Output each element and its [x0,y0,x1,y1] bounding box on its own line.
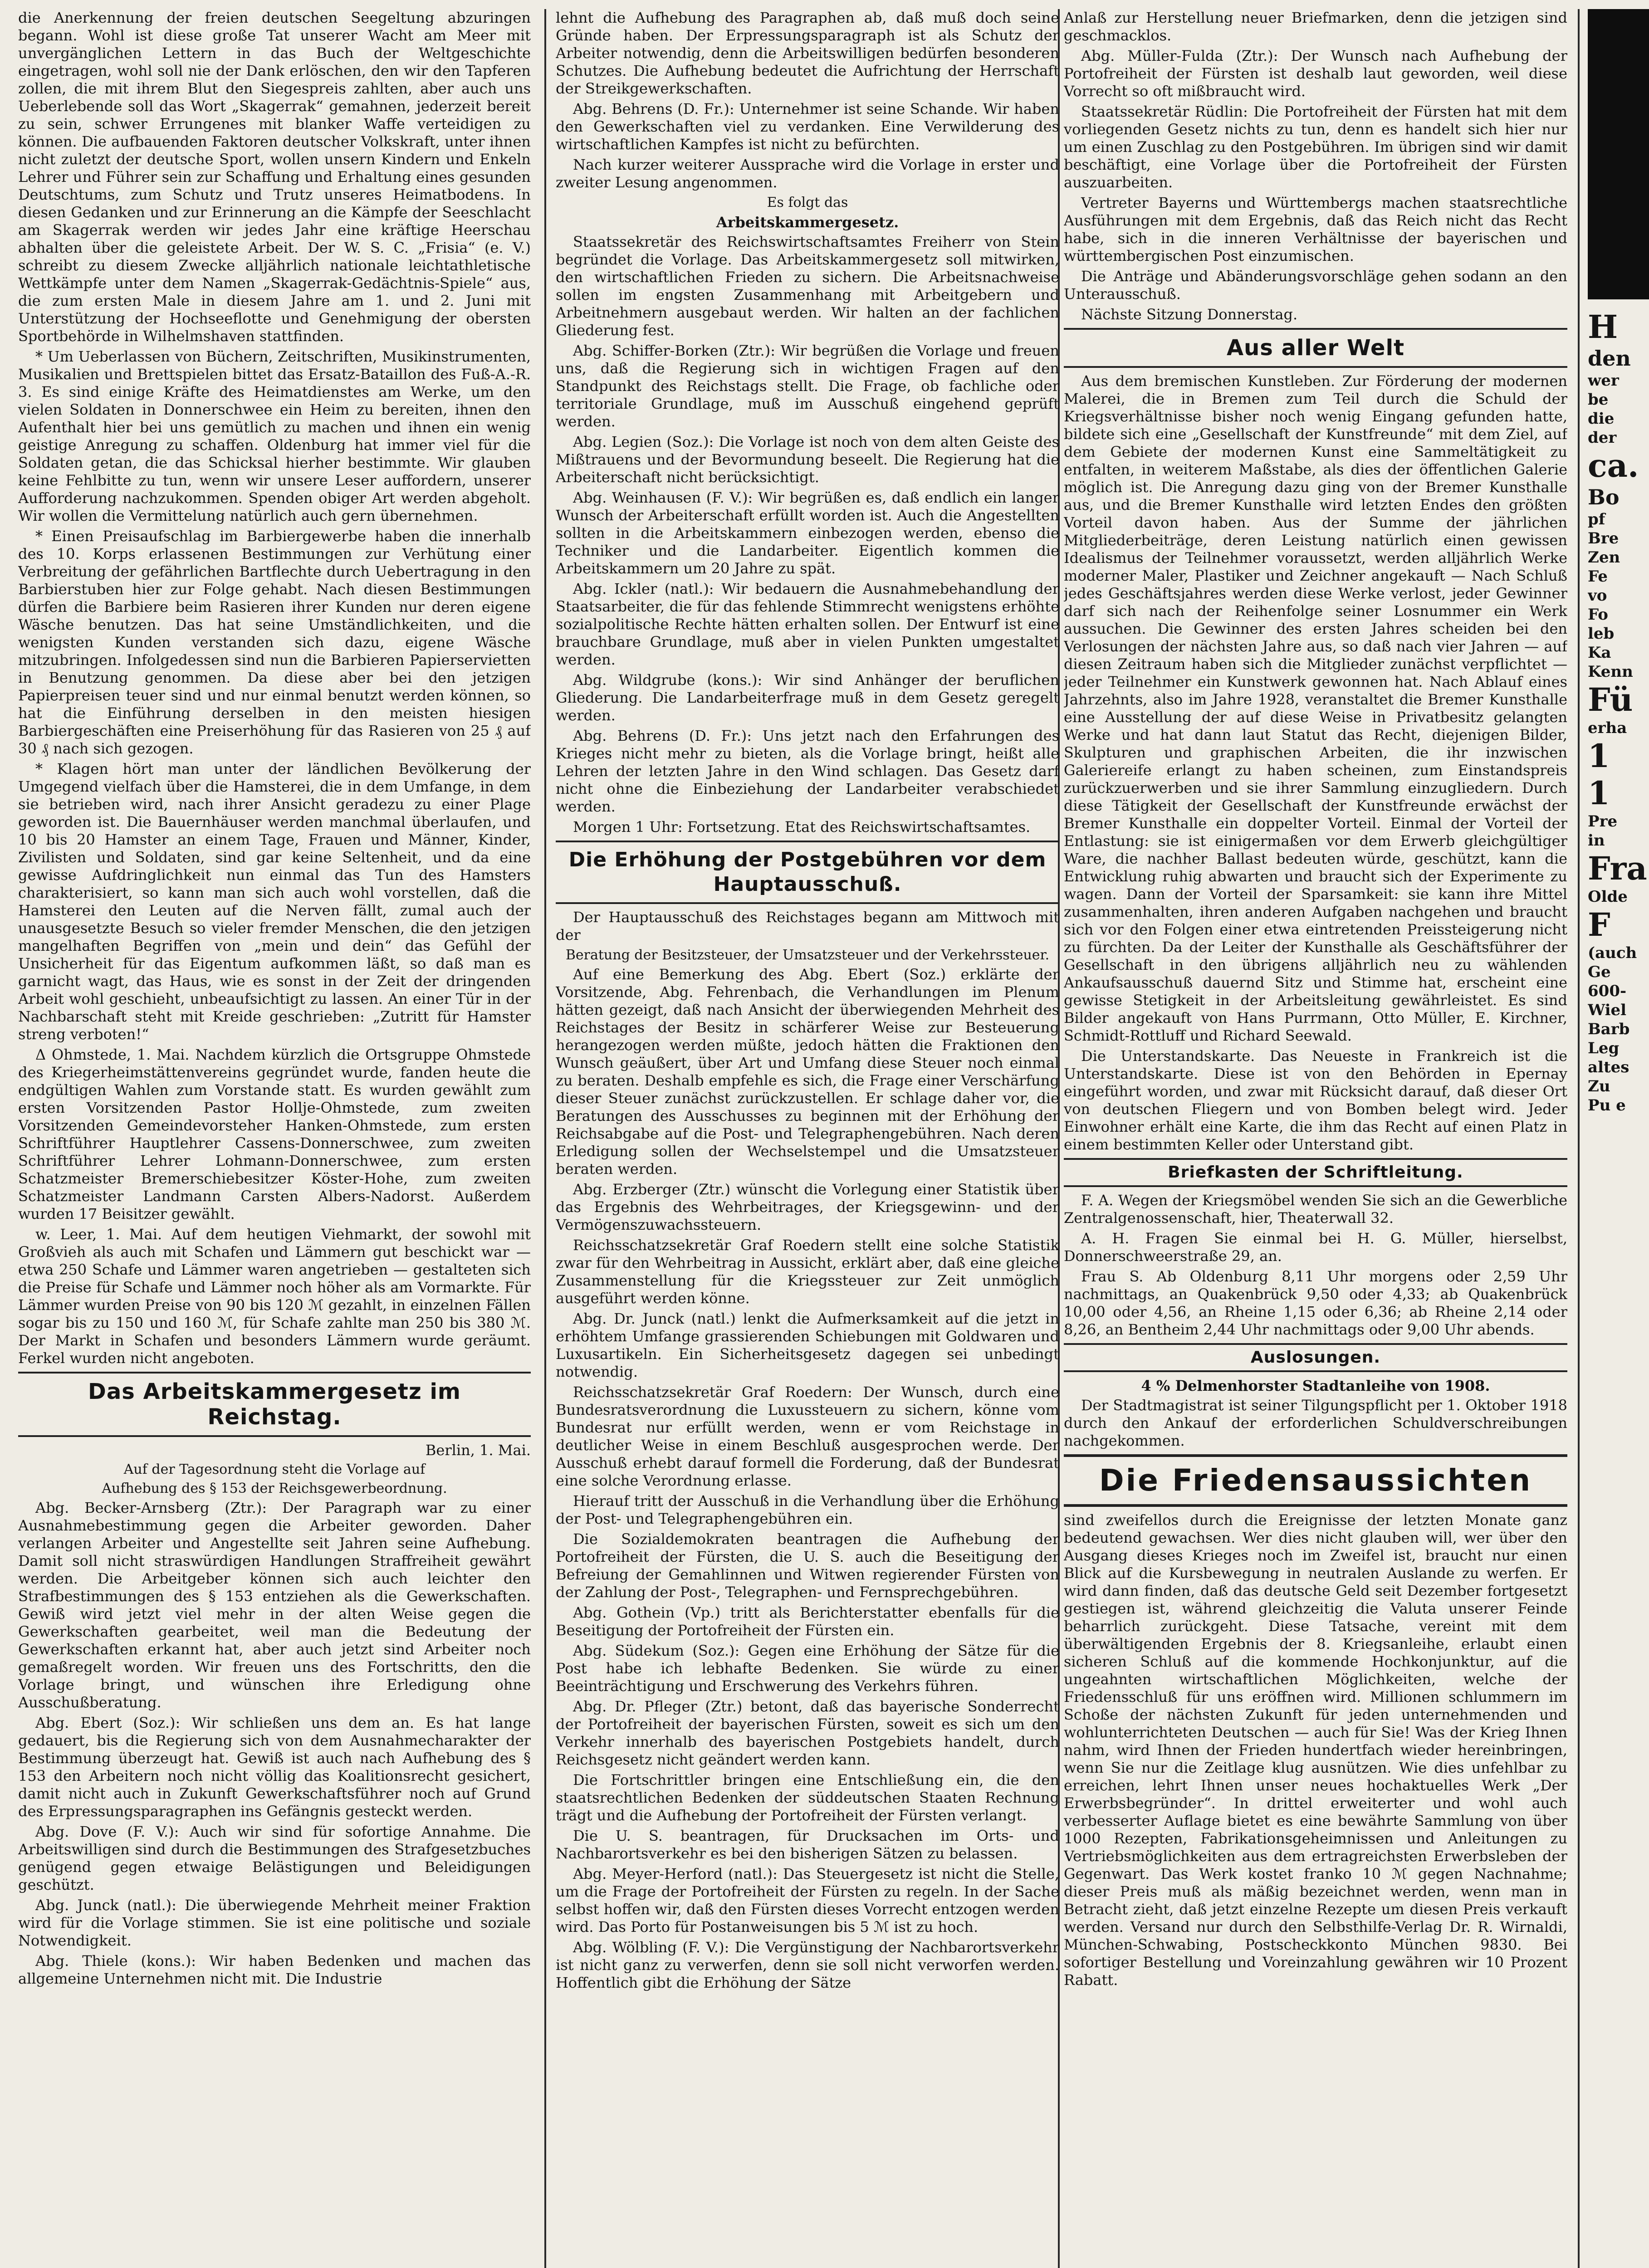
article-paragraph: Abg. Weinhausen (F. V.): Wir begrüßen es, daß endlich ein langer Wunsch der Arbeiterschaft erfüllt worden ist. Auch die Angestellten sollten in die Arbeitskammern einbezogen werden, ebenso die Techniker und die Landarbeiter. Eigentlich kommen die Arbeitskammern um 20 Jahre zu spät. [556,489,1059,577]
cropped-text: wer [1588,371,1619,390]
article-paragraph: Abg. Südekum (Soz.): Gegen eine Erhöhung der Sätze für die Post habe ich lebhafte Bedenken. Sie würde zu einer Beeinträchtigung und Erschwerung des Verkehrs führen. [556,1642,1059,1695]
column-2 [556,9,1059,2268]
cropped-text: (auch [1588,944,1637,962]
article-paragraph: * Um Ueberlassen von Büchern, Zeitschriften, Musikinstrumenten, Musikalien und Brettspielen bittet das Ersatz-Bataillon des Fuß-A.-R. 3. Es sind einige Kräfte des Heimatdienstes am Werke, um den vielen Soldaten in Donnerschwee ein Heim zu bereiten, ihnen den Aufenthalt hier bei uns gemütlich zu machen und ihnen ein wenig geistige Anregung zu schaffen. Oldenburg hat immer viel für die Soldaten getan, die das Schicksal hierher bestimmte. Wir glauben keine Fehlbitte zu tun, wenn wir unsere Leser auffordern, unserer Aufforderung nachzukommen. Spenden obiger Art werden abgeholt. Wir wollen die Vermittelung natürlich auch gern übernehmen. [18,348,531,524]
article-paragraph: Morgen 1 Uhr: Fortsetzung. Etat des Reichswirtschaftsamtes. [573,818,1031,836]
article-paragraph: Reichsschatzsekretär Graf Roedern: Der Wunsch, durch eine Bundesratsverordnung die Luxussteuern zu sichern, könne vom Bundesrat nur erfüllt werden, wenn er vom Reichstage in deutlicher Weise in einem Beschluß ausgesprochen werde. Der Ausschuß erhebt darauf formell die Forderung, daß der Bundesrat eine solche Verordnung erlasse. [556,1383,1059,1489]
cropped-text: vo [1588,587,1607,605]
article-paragraph: * Klagen hört man unter der ländlichen Bevölkerung der Umgegend vielfach über die Hamsterei, die in dem Umfange, in dem sie betrieben wird, nach ihrer Ansicht geradezu zu einer Plage geworden ist. Die Bauernhäuser werden manchmal überlaufen, und 10 bis 20 Hamster an einem Tage, Frauen und Männer, Kinder, Zivilisten und Soldaten, sind gar keine Seltenheit, und da eine gewisse Aufdringlichkeit nun einmal das Tun des Hamsters charakterisiert, so kann man sich auch wohl vorstellen, daß die Hamsterei den Leuten auf die Nerven fällt, zumal auch der unausgesetzte Besuch so vieler fremder Menschen, die den jetzigen mangelhaften Begriffen von „mein und dein“ das Gefühl der Unsicherheit für das Eigentum aufkommen läßt, so daß man es garnicht wagt, das Haus, wie es sonst in der Zeit der dringenden Arbeit wohl geschieht, unbeaufsichtigt zu lassen. An einer Tür in der Nachbarschaft steht mit Kreide geschrieben: „Zutritt für Hamster streng verboten!“ [18,760,531,1043]
article-paragraph: Hierauf tritt der Ausschuß in die Verhandlung über die Erhöhung der Post- und Telegraphengebühren ein. [556,1492,1059,1527]
article-paragraph: Abg. Becker-Arnsberg (Ztr.): Der Paragraph war zu einer Ausnahmebestimmung gegen die Arbeiter geworden. Daher verlangen Arbeiter und Angestellte seit Jahren seine Aufhebung. Damit soll nicht straswürdigen Handlungen Straffreiheit gewährt werden. Die Arbeitgeber können sich auch leichter den Strafbestimmungen des § 153 entziehen als die Gewerkschaften. Gewiß wird jetzt viel mehr in der alten Weise gegen die Gewerkschaften gearbeitet, weil man die Bedeutung der Gewerkschaften erkannt hat, aber auch jetzt sind Arbeiter noch gemaßregelt worden. Wir freuen uns des Fortschritts, den die Vorlage bringt, und wünschen ihre Erledigung ohne Ausschußberatung. [18,1499,531,1711]
column-rule [1578,9,1580,2268]
column-3 [1064,9,1567,2268]
article-paragraph: Die Fortschrittler bringen eine Entschließung ein, die den staatsrechtlichen Bedenken der süddeutschen Staaten Rechnung trägt und die Aufhebung der Portofreiheit der Fürsten verlangt. [556,1771,1059,1824]
column-1 [18,9,531,2268]
cropped-text: erha [1588,719,1627,737]
cropped-text: Olde [1588,888,1628,906]
dateline: Berlin, 1. Mai. [425,1442,531,1459]
article-paragraph: Die Unterstandskarte. Das Neueste in Frankreich ist die Unterstandskarte. Diese ist von den Behörden in Epernay eingeführt worden, und zwar mit Rücksicht darauf, daß dieser Ort von deutschen Fliegern und von Bomben belegt wird. Jeder Einwohner erhält eine Karte, die ihm das Recht auf einen Platz in einem bestimmten Keller oder Unterstand gibt. [1064,1047,1567,1153]
article-paragraph: Abg. Dr. Junck (natl.) lenkt die Aufmerksamkeit auf die jetzt in erhöhtem Umfange grassierenden Schiebungen mit Goldwaren und Luxusartikeln. Ein Sicherheitsgesetz dagegen sei unbedingt notwendig. [556,1310,1059,1380]
article-headline: Die Erhöhung der Postgebühren vor dem Hauptausschuß. [556,841,1059,904]
section-headline: Briefkasten der Schriftleitung. [1064,1158,1567,1187]
article-paragraph: Aus dem bremischen Kunstleben. Zur Förderung der modernen Malerei, die in Bremen zum Teil durch die Schuld der Kriegsverhältnisse bisher noch wenig Eingang gefunden hatte, bildete sich eine „Gesellschaft der Kunstfreunde“ mit dem Ziel, auf dem Gebiete der modernen Kunst eine Sammeltätigkeit zu entfalten, in weiterem Maßstabe, als dies der öffentlichen Galerie möglich ist. Die Anregung dazu ging von der Bremer Kunsthalle aus, und die Bremer Kunsthalle wird letzten Endes den größten Vorteil davon haben. Aus der Summe der jährlichen Mitgliederbeiträge, deren Leistung natürlich einen gewissen Idealismus der Teilnehmer voraussetzt, werden alljährlich Werke moderner Maler, Plastiker und Zeichner angekauft — Nach Schluß jedes Geschäftsjahres werden diese Werke verlost, jeder Gewinner darf sich nach der Reihenfolge seiner Losnummer ein Werk aussuchen. Die Gewinner des ersten Jahres scheiden bei den Verlosungen der nächsten Jahre aus, so daß nach vier Jahren — auf diesen Zeitraum haben sich die Mitglieder zunächst verpflichtet — jeder Teilnehmer ein Kunstwerk gewonnen hat. Nach Ablauf eines Jahrzehnts, also im Jahre 1928, veranstaltet die Bremer Kunsthalle eine Ausstellung der auf diese Weise in Privatbesitz gelangten Werke und hat dann laut Statut das Recht, diejenigen Bilder, Skulpturen und graphischen Arbeiten, die ihr inzwischen Galeriereife erlangt zu haben scheinen, zum Einstandspreis zurückzuerwerben und sie ihrer Sammlung einzugliedern. Durch diese Tätigkeit der Gesellschaft der Kunstfreunde erwächst der Bremer Kunsthalle ein doppelter Vorteil. Einmal der Vorteil der Entlastung: sie ist einigermaßen vor dem Erwerb gleichgültiger Ware, die nachher Ballast bedeuten würde, geschützt, kann die Entwicklung ruhig abwarten und braucht sich der Experimente zu wagen. Dann der Vorteil der Sparsamkeit: sie kann ihre Mittel zusammenhalten, ihren anderen Aufgaben nachgehen und braucht sich vor den Folgen einer etwa eintretenden Preissteigerung nicht zu fürchten. Da der Leiter der Kunsthalle als Geschäftsführer der Gesellschaft in den übrigens alljährlich neu zu wählenden Ankaufsausschuß dauernd Sitz und Stimme hat, erscheint eine gewisse Stetigkeit in der Arbeitsleitung gewährleistet. Es sind Bilder angekauft von Hans Purrmann, Otto Müller, E. Kirchner, Schmidt-Rottluff und Richard Seewald. [1064,372,1567,1044]
section-headline: Aus aller Welt [1064,328,1567,368]
cropped-text: H [1588,308,1618,346]
cropped-text: Fo [1588,606,1608,624]
article-paragraph: Auf eine Bemerkung des Abg. Ebert (Soz.) erklärte der Vorsitzende, Abg. Fehrenbach, die Verhandlungen im Plenum hätten gezeigt, daß nach Ansicht der überwiegenden Mehrheit des Reichstages der Besitz in schärferer Weise zur Besteuerung herangezogen werden müßte, jedoch hätten die Fraktionen den Wunsch geäußert, über Art und Umfang diese Steuer noch einmal zu beraten. Deshalb empfehle es sich, die Frage einer Verschärfung dieser Steuer zunächst zurückzustellen. Er schlage daher vor, die Beratungen des Ausschusses zu beginnen mit der Erhöhung der Reichsabgabe auf die Post- und Telegraphengebühren. Nach deren Erledigung sollen der Wechselstempel und die Umsatzsteuer beraten werden. [556,966,1059,1178]
article-paragraph: * Einen Preisaufschlag im Barbiergewerbe haben die innerhalb des 10. Korps erlassenen Bestimmungen zur Verhütung einer Verbreitung der gefährlichen Bartflechte durch Uebertragung in den Barbierstuben hier zur Folge gehabt. Nach diesen Bestimmungen dürfen die Barbiere beim Rasieren ihrer Kunden nur deren eigene Wäsche benutzen. Das hat seine Umständlichkeiten, und die wenigsten Kunden verstanden sich dazu, eigene Wäsche mitzubringen. Infolgedessen sind nun die Barbieren Papierservietten in Benutzung genommen. Da diese aber bei den jetzigen Papierpreisen teuer sind und nur einmal benutzt werden können, so hat die Einführung derselben in den meisten hiesigen Barbiergeschäften eine Preiserhöhung für das Rasieren von 25 ₰ auf 30 ₰ nach sich gezogen. [18,528,531,757]
agenda-topic: Aufhebung des § 153 der Reichsgewerbeordnung. [102,1481,447,1496]
cropped-text: 1 [1588,775,1610,812]
cropped-text: Zu [1588,1077,1610,1095]
article-paragraph: Abg. Gothein (Vp.) tritt als Berichterstatter ebenfalls für die Beseitigung der Portofreiheit der Fürsten ein. [556,1604,1059,1639]
article-paragraph: Staatssekretär des Reichswirtschaftsamtes Freiherr von Stein begründet die Vorlage. Das Arbeitskammergesetz soll mitwirken, den wirtschaftlichen Frieden zu sichern. Die Arbeitsnachweise sollen im engsten Zusammenhang mit Arbeitgebern und Arbeitnehmern ausgebaut werden. Wir halten an der fachlichen Gliederung fest. [556,233,1059,339]
article-paragraph: Abg. Behrens (D. Fr.): Unternehmer ist seine Schande. Wir haben den Gewerkschaften viel zu verdanken. Eine Verwilderung des wirtschaftlichen Kampfes ist nicht zu befürchten. [556,100,1059,153]
dark-image-block [1588,9,1649,299]
cropped-text: 1 [1588,738,1610,775]
cropped-text: Fe [1588,567,1608,586]
article-paragraph: Abg. Legien (Soz.): Die Vorlage ist noch von dem alten Geiste des Mißtrauens und der Bevormundung beseelt. Die Regierung hat die Arbeiterschaft nicht berücksichtigt. [556,433,1059,486]
article-paragraph: Die Sozialdemokraten beantragen die Aufhebung der Portofreiheit der Fürsten, die U. S. auch die Beseitigung der Befreiung der Gemahlinnen und Witwen regierender Fürsten von der Zahlung der Post-, Telegraphen- und Fernsprechgebühren. [556,1530,1059,1601]
loan-title: 4 % Delmenhorster Stadtanleihe von 1908. [1141,1377,1490,1394]
article-paragraph: Die Anträge und Abänderungsvorschläge gehen sodann an den Unterausschuß. [1064,268,1567,303]
cropped-text: die [1588,410,1615,428]
cropped-text: Ge [1588,963,1611,981]
article-paragraph: Staatssekretär Rüdlin: Die Portofreiheit der Fürsten hat mit dem vorliegenden Gesetz nichts zu tun, denn es handelt sich hier nur um einen Zuschlag zu den Postgebühren. Im übrigen sind wir damit beschäftigt, eine Vorlage über die Portofreiheit der Fürsten auszuarbeiten. [1064,103,1567,191]
cropped-text: altes [1588,1058,1629,1076]
column-rule [544,9,546,2268]
article-paragraph: Abg. Ickler (natl.): Wir bedauern die Ausnahmebehandlung der Staatsarbeiter, die für das fehlende Stimmrecht wenigstens erhöhte sozialpolitische Rechte hätten erhalten sollen. Der Entwurf ist eine brauchbare Grundlage, muß aber in vielen Punkten umgestaltet werden. [556,580,1059,668]
cropped-text: Pre [1588,812,1618,831]
article-paragraph: Vertreter Bayerns und Württembergs machen staatsrechtliche Ausführungen mit dem Ergebnis, daß das Reich nicht das Recht habe, sich in die inneren Verhältnisse der bayerischen und württembergischen Post einzumischen. [1064,194,1567,264]
cropped-text: Bre [1588,529,1619,547]
advertisement-headline: Die Friedensaussichten [1064,1454,1567,1507]
article-paragraph: Abg. Erzberger (Ztr.) wünscht die Vorlegung einer Statistik über das Ergebnis des Wehrbeitrages, der Kriegsgewinn- und der Vermögenszuwachssteuern. [556,1181,1059,1233]
article-paragraph: Abg. Ebert (Soz.): Wir schließen uns dem an. Es hat lange gedauert, bis die Regierung sich von dem Ausnahmecharakter der Bestimmung überzeugt hat. Gewiß ist auch nach Aufhebung des § 153 den Arbeitern noch nicht völlig das Koalitionsrecht gesichert, damit nicht auch in Zukunft Gewerkschaftsführer noch auf Grund des Erpressungsparagraphen ins Gefängnis gesteckt werden. [18,1714,531,1820]
cropped-text: Leg [1588,1039,1620,1057]
article-paragraph: Reichsschatzsekretär Graf Roedern stellt eine solche Statistik zwar für den Wehrbeitrag in Aussicht, erklärt aber, daß eine gleiche Zusammenstellung für die Kriegssteuer zur Zeit unmöglich ausgeführt werden könne. [556,1237,1059,1307]
cropped-text: Ka [1588,644,1611,662]
cropped-text: F [1588,906,1610,943]
cropped-text: pf [1588,510,1605,528]
cropped-text: be [1588,391,1609,409]
article-paragraph: Abg. Schiffer-Borken (Ztr.): Wir begrüßen die Vorlage und freuen uns, daß die Regierung sich in wichtigen Fragen auf den Standpunkt des Reichstags stellt. Die Frage, ob fachliche oder territoriale Grundlage, muß im Ausschuß eingehend geprüft werden. [556,342,1059,430]
article-paragraph: Abg. Wölbling (F. V.): Die Vergünstigung der Nachbarortsverkehr ist nicht ganz zu verwerfen, denn sie soll nicht verworfen werden. Hoffentlich gibt die Erhöhung der Sätze [556,1939,1059,1991]
cropped-column [1588,9,1649,2268]
cropped-text: 600- [1588,982,1627,1000]
cropped-text: Fü [1588,681,1633,719]
article-paragraph: Abg. Müller-Fulda (Ztr.): Der Wunsch nach Aufhebung der Portofreiheit der Fürsten ist deshalb laut geworden, weil diese Vorrecht so oft mißbraucht wird. [1064,47,1567,100]
article-paragraph: Abg. Behrens (D. Fr.): Uns jetzt nach den Erfahrungen des Krieges nicht mehr zu bieten, als die Vorlage bringt, heißt alle Lehren der letzten Jahre in den Wind schlagen. Das Gesetz darf nicht ohne die Einbeziehung der Landarbeiter verabschiedet werden. [556,727,1059,815]
agenda-line: Auf der Tagesordnung steht die Vorlage auf [123,1461,426,1477]
article-paragraph: Abg. Wildgrube (kons.): Wir sind Anhänger der beruflichen Gliederung. Die Landarbeiterfrage muß in dem Gesetz geregelt werden. [556,671,1059,724]
section-headline: Auslosungen. [1064,1343,1567,1372]
agenda-topic: Beratung der Besitzsteuer, der Umsatzsteuer und der Verkehrssteuer. [565,947,1050,963]
agenda-topic: Arbeitskammergesetz. [716,214,899,231]
article-paragraph: Nach kurzer weiterer Aussprache wird die Vorlage in erster und zweiter Lesung angenommen. [556,156,1059,191]
cropped-text: leb [1588,625,1615,643]
article-paragraph: die Anerkennung der freien deutschen Seegeltung abzuringen begann. Wohl ist diese große Tat unserer Wacht am Meer mit unvergänglichen Lettern in das Buch der Weltgeschichte eingetragen, wohl soll nie der Dank erlöschen, den wir den Tapferen zollen, die mit ihrem Blut den Siegespreis zahlten, aber auch uns Ueberlebende soll das Wort „Skagerrak“ gemahnen, jederzeit bereit zu sein, schwer Errungenes mit blanker Waffe verteidigen zu können. Die aufbauenden Faktoren deutscher Volkskraft, unter ihnen nicht zuletzt der deutsche Sport, wollen unsern Kindern und Enkeln Lehrer und Führer sein zur Schaffung und Erhaltung eines gesunden Deutschtums, zum Schutz und Trutz unseres Heimatbodens. In diesen Gedanken und zur Erinnerung an die Kämpfe der Seeschlacht am Skagerrak werden wir jedes Jahr eine kräftige Heerschau abhalten über die geleistete Arbeit. Der W. S. C. „Frisia“ (e. V.) schreibt zu diesem Zwecke alljährlich nationale leichtathletische Wettkämpfe unter dem Namen „Skagerrak-Gedächtnis-Spiele“ aus, die zum ersten Male in diesem Jahre am 1. und 2. Juni mit Unterstützung der Hochseeflotte und Genehmigung der obersten Sportbehörde in Wilhelmshaven stattfinden. [18,9,531,345]
cropped-text: Fra [1588,850,1647,887]
cropped-text: Pu e [1588,1096,1626,1114]
article-paragraph: Der Stadtmagistrat ist seiner Tilgungspflicht per 1. Oktober 1918 durch den Ankauf der erforderlichen Schuldverschreibungen nachgekommen. [1064,1397,1567,1449]
cropped-text: den [1588,346,1631,371]
letter-reply: F. A. Wegen der Kriegsmöbel wenden Sie sich an die Gewerbliche Zentralgenossenschaft, hier, Theaterwall 32. [1064,1192,1567,1227]
article-paragraph: Abg. Meyer-Herford (natl.): Das Steuergesetz ist nicht die Stelle, um die Frage der Portofreiheit der Fürsten zu regeln. In der Sache selbst hoffen wir, daß den Fürsten dieses Vorrecht entzogen werden wird. Das Porto für Postanweisungen bis 5 ℳ ist zu hoch. [556,1865,1059,1936]
article-paragraph: Der Hauptausschuß des Reichstages begann am Mittwoch mit der [556,909,1059,943]
cropped-text: Bo [1588,485,1620,509]
article-paragraph: lehnt die Aufhebung des Paragraphen ab, daß muß doch seine Gründe haben. Der Erpressungsparagraph ist als Schutz der Arbeiter notwendig, denn die Arbeitswilligen bedürfen besonderen Schutzes. Die Aufhebung bedeutet die Aufrichtung der Herrschaft der Streikgewerkschaften. [556,9,1059,97]
letter-reply: Frau S. Ab Oldenburg 8,11 Uhr morgens oder 2,59 Uhr nachmittags, an Quakenbrück 9,50 oder 4,33; ab Quakenbrück 10,00 oder 4,56, an Rheine 1,15 oder 6,36; ab Rheine 2,14 oder 8,26, an Bentheim 2,44 Uhr nachmittags oder 9,00 Uhr abends. [1064,1268,1567,1338]
article-paragraph: Die U. S. beantragen, für Drucksachen im Orts- und Nachbarortsverkehr es bei den bisherigen Sätzen zu belassen. [556,1827,1059,1862]
article-paragraph: w. Leer, 1. Mai. Auf dem heutigen Viehmarkt, der sowohl mit Großvieh als auch mit Schafen und Lämmern gut beschickt war — etwa 250 Schafe und Lämmer waren angetrieben — gestalteten sich die Preise für Schafe und Lämmer noch höher als am Vormarkte. Für Lämmer wurden Preise von 90 bis 120 ℳ gezahlt, in einzelnen Fällen sogar bis zu 150 und 160 ℳ, für Schafe zahlte man 250 bis 380 ℳ. Der Markt in Schafen und besonders Lämmern wurde geräumt. Ferkel wurden nicht angeboten. [18,1226,531,1367]
advertisement-text: sind zweifellos durch die Ereignisse der letzten Monate ganz bedeutend gewachsen. Wer dies nicht glauben will, wer über den Ausgang dieses Krieges noch im Zweifel ist, braucht nur einen Blick auf die Kursbewegung in neutralen Auslande zu werfen. Er wird dann finden, daß das deutsche Geld seit Dezember fortgesetzt gestiegen ist, während gleichzeitig die Valuta unserer Feinde beharrlich zurückgeht. Diese Tatsache, vereint mit dem überwältigenden Ergebnis der 8. Kriegsanleihe, erlaubt einen sicheren Schluß auf die kommende Hochkonjunktur, auf die ungeahnten wirtschaftlichen Möglichkeiten, welche der Friedensschluß für uns eröffnen wird. Millionen schlummern im Schoße der nächsten Zukunft für jeden unternehmenden und wohlunterrichteten Deutschen — auch für Sie! Was der Krieg Ihnen nahm, wird Ihnen der Frieden hundertfach wieder hereinbringen, wenn Sie nur die Zeitlage klug ausnützen. Wie dies unfehlbar zu erreichen, lehrt Ihnen unser neues hochaktuelles Werk „Der Erwerbsbegründer“. In drittel erweiterter und wohl auch verbesserter Auflage bietet es eine bewährte Sammlung von über 1000 Rezepten, Fabrikationsgeheimnissen und Anleitungen zu Vertriebsmöglichkeiten aus dem ertragreichsten Erwerbsleben der Gegenwart. Das Werk kostet franko 10 ℳ gegen Nachnahme; dieser Preis muß als mäßig bezeichnet werden, wenn man in Betracht zieht, daß jetzt einzelne Rezepte um diesen Preis verkauft werden. Versand nur durch den Selbsthilfe-Verlag Dr. R. Wirnaldi, München-Schwabing, Postscheckkonto München 9830. Bei sofortiger Bestellung und Voreinzahlung gewähren wir 10 Prozent Rabatt. [1064,1511,1567,1989]
cropped-text: der [1588,429,1617,447]
cropped-text: Barb [1588,1020,1630,1038]
article-headline: Das Arbeitskammergesetz im Reichstag. [18,1372,531,1437]
article-paragraph: Δ Ohmstede, 1. Mai. Nachdem kürzlich die Ortsgruppe Ohmstede des Kriegerheimstättenvereins gegründet wurde, fanden heute die endgültigen Wahlen zum Vorstande statt. Es wurden gewählt zum ersten Vorsitzenden Pastor Hollje-Ohmstede, zum zweiten Vorsitzenden Gemeindevorsteher Hanken-Ohmstede, zum ersten Schriftführer Hauptlehrer Cassens-Donnerschwee, zum zweiten Schriftführer Lehrer Lohmann-Donnerschwee, zum ersten Schatzmeister Bremerschiebesitzer Köster-Hohe, zum zweiten Schatzmeister Landmann Carsten Albers-Nadorst. Außerdem wurden 17 Beisitzer gewählt. [18,1046,531,1222]
cropped-text: Wiel [1588,1001,1627,1019]
cropped-text: Zen [1588,548,1620,567]
article-paragraph: Abg. Dove (F. V.): Auch wir sind für sofortige Annahme. Die Arbeitswilligen sind durch die Bestimmungen des Strafgesetzbuches genügend gegen etwaige Belästigungen und Beleidigungen geschützt. [18,1823,531,1893]
cropped-text: ca. [1588,447,1639,484]
cropped-text: in [1588,831,1605,850]
article-paragraph: Abg. Dr. Pfleger (Ztr.) betont, daß das bayerische Sonderrecht der Portofreiheit der bayerischen Fürsten, soweit es sich um den Verkehr innerhalb des bayerischen Postgebiets handelt, durch Reichsgesetz nicht geändert werden kann. [556,1698,1059,1768]
letter-reply: A. H. Fragen Sie einmal bei H. G. Müller, hierselbst, Donnerschweerstraße 29, an. [1064,1230,1567,1265]
article-paragraph: Abg. Thiele (kons.): Wir haben Bedenken und machen das allgemeine Unternehmen nicht mit. Die Industrie [18,1952,531,1987]
article-paragraph: Abg. Junck (natl.): Die überwiegende Mehrheit meiner Fraktion wird für die Vorlage stimmen. Sie ist eine politische und soziale Notwendigkeit. [18,1897,531,1949]
cropped-text: Kenn [1588,663,1633,681]
agenda-line: Es folgt das [767,195,848,210]
article-paragraph: Anlaß zur Herstellung neuer Briefmarken, denn die jetzigen sind geschmacklos. [1064,9,1567,44]
article-paragraph: Nächste Sitzung Donnerstag. [1081,306,1298,323]
